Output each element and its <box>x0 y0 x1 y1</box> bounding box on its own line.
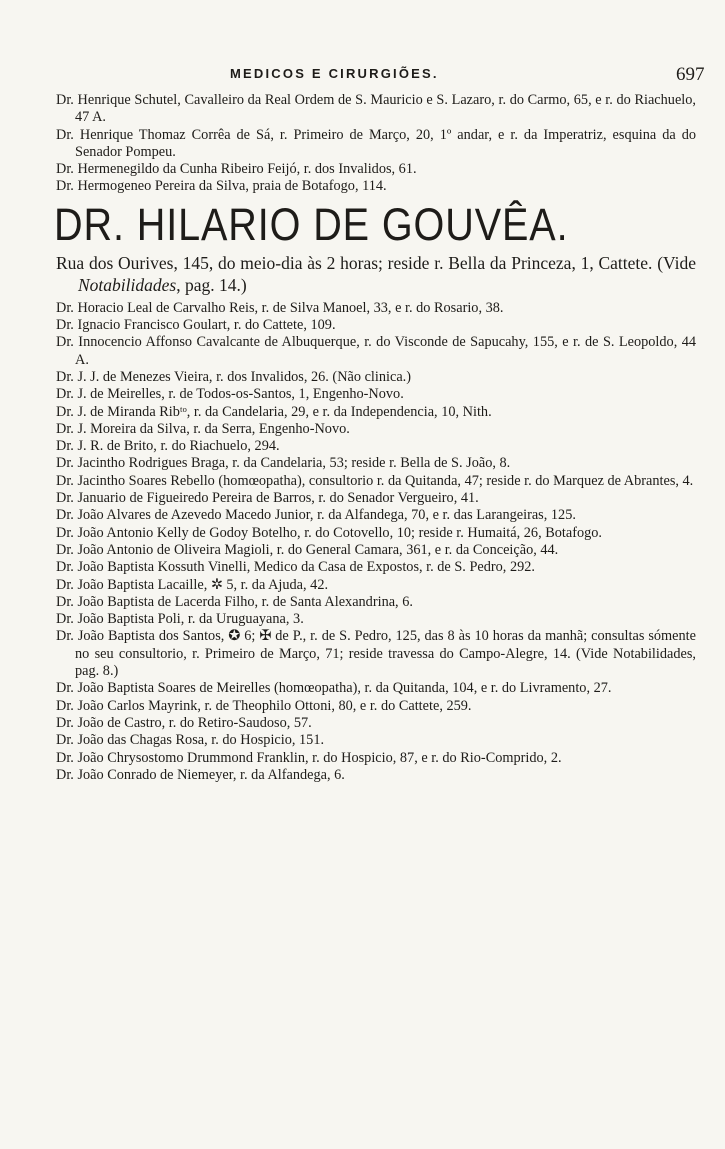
directory-entry: Dr. João das Chagas Rosa, r. do Hospicio, 151. <box>56 732 325 749</box>
advert-body <box>56 252 701 296</box>
directory-entry: Dr. Henrique Schutel, Cavalleiro da Real Ordem de S. Mauricio e S. Lazaro, r. do Carmo, 65, e r. do Riachuelo, 47 A. <box>56 92 696 126</box>
directory-entry: Dr. João Baptista Soares de Meirelles (homœopatha), r. da Quitanda, 104, e r. do Livramento, 27. <box>56 680 612 697</box>
page-number: 697 <box>676 64 705 85</box>
featured-advertisement <box>54 198 701 296</box>
directory-entry: Dr. Ignacio Francisco Goulart, r. do Cattete, 109. <box>56 317 336 334</box>
directory-entry: Dr. João Alvares de Azevedo Macedo Junior, r. da Alfandega, 70, e r. das Larangeiras, 125. <box>56 507 576 524</box>
directory-entry: Dr. J. de Miranda Ribᵗᵒ, r. da Candelaria, 29, e r. da Independencia, 10, Nith. <box>56 403 492 420</box>
advert-reference: Notabilidades <box>78 274 177 295</box>
directory-entry: Dr. J. R. de Brito, r. do Riachuelo, 294. <box>56 438 280 455</box>
directory-entry: Dr. Innocencio Affonso Cavalcante de Albuquerque, r. do Visconde de Sapucahy, 155, e r. de S. Leopoldo, 44 A. <box>56 334 696 368</box>
section-title: MEDICOS E CIRURGIÕES. <box>230 66 439 81</box>
directory-entry: Dr. João Baptista Poli, r. da Uruguayana, 3. <box>56 611 304 628</box>
directory-entry: Dr. João Baptista Kossuth Vinelli, Medico da Casa de Expostos, r. de S. Pedro, 292. <box>56 559 535 576</box>
directory-entry: Dr. João Baptista de Lacerda Filho, r. de Santa Alexandrina, 6. <box>56 593 413 610</box>
directory-entry: Dr. João Antonio de Oliveira Magioli, r. do General Camara, 361, e r. da Conceição, 44. <box>56 541 559 558</box>
directory-entry: Dr. J. de Meirelles, r. de Todos-os-Santos, 1, Engenho-Novo. <box>56 386 404 403</box>
page-header <box>0 64 725 88</box>
directory-entry: Dr. João Baptista dos Santos, ✪ 6; ✠ de P., r. de S. Pedro, 125, das 8 às 10 horas da manhã; consultas sómente no seu consultorio, r. Primeiro de Março, 71; reside travessa do Campo-Alegre, 14. (Vide Notabilidades, pag. 8.) <box>56 628 696 680</box>
directory-entry: Dr. João Carlos Mayrink, r. de Theophilo Ottoni, 80, e r. do Cattete, 259. <box>56 697 472 714</box>
directory-entry: Dr. Jacintho Rodrigues Braga, r. da Candelaria, 53; reside r. Bella de S. João, 8. <box>56 455 511 472</box>
entries-list <box>54 92 701 784</box>
directory-entry: Dr. João Antonio Kelly de Godoy Botelho, r. do Cotovello, 10; reside r. Humaitá, 26, Botafogo. <box>56 524 603 541</box>
directory-entry: Dr. João de Castro, r. do Retiro-Saudoso, 57. <box>56 714 312 731</box>
directory-entry: Dr. Hermenegildo da Cunha Ribeiro Feijó, r. dos Invalidos, 61. <box>56 161 417 178</box>
directory-entry: Dr. João Conrado de Niemeyer, r. da Alfandega, 6. <box>56 766 345 783</box>
directory-entry: Dr. Horacio Leal de Carvalho Reis, r. de Silva Manoel, 33, e r. do Rosario, 38. <box>56 299 504 316</box>
directory-entry: Dr. Hermogeneo Pereira da Silva, praia de Botafogo, 114. <box>56 178 387 195</box>
advert-text-end: , pag. 14.) <box>176 274 247 295</box>
directory-entry: Dr. Henrique Thomaz Corrêa de Sá, r. Primeiro de Março, 20, 1º andar, e r. da Imperatriz, esquina da do Senador Pompeu. <box>56 126 696 160</box>
directory-entry: Dr. Januario de Figueiredo Pereira de Barros, r. do Senador Vergueiro, 41. <box>56 490 479 507</box>
advert-name: DR. HILARIO DE GOUVÊA. <box>54 198 569 250</box>
advert-text: Rua dos Ourives, 145, do meio-dia às 2 horas; reside r. Bella da Princeza, 1, Cattete. (Vide <box>56 252 701 273</box>
directory-entry: Dr. João Baptista Lacaille, ✲ 5, r. da Ajuda, 42. <box>56 576 329 593</box>
directory-entry: Dr. João Chrysostomo Drummond Franklin, r. do Hospicio, 87, e r. do Rio-Comprido, 2. <box>56 749 562 766</box>
directory-entry: Dr. J. Moreira da Silva, r. da Serra, Engenho-Novo. <box>56 420 350 437</box>
directory-entry: Dr. J. J. de Menezes Vieira, r. dos Invalidos, 26. (Não clinica.) <box>56 368 412 385</box>
directory-entry: Dr. Jacintho Soares Rebello (homœopatha), consultorio r. da Quitanda, 47; reside r. do Marquez de Abrantes, 4. <box>56 472 694 489</box>
